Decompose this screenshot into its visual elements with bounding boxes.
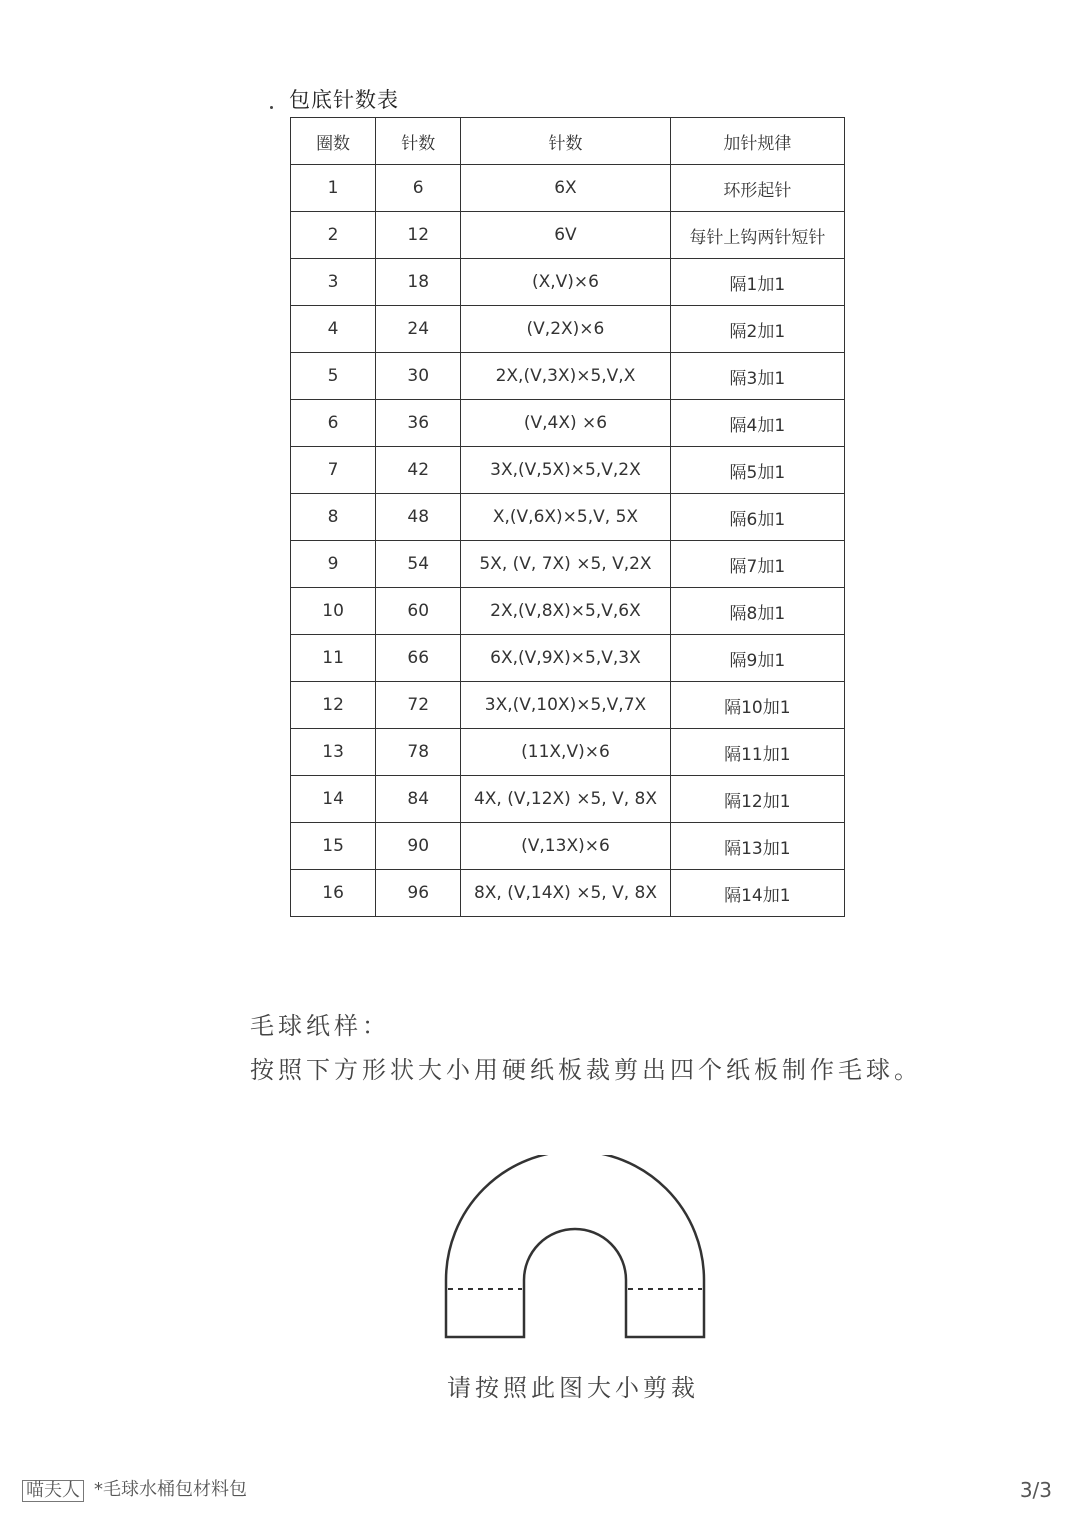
cell-stitch-count: 72 [376,682,461,729]
stitch-count-table [290,117,845,917]
table-row [291,682,845,729]
pompom-title: 毛球纸样： [250,1012,390,1040]
cell-stitch-pattern: 6V [461,212,670,259]
cell-stitch-count: 96 [376,870,461,917]
cell-stitch-pattern: X,(V,6X)×5,V, 5X [461,494,670,541]
footer-document-name: *毛球水桶包材料包 [94,1479,247,1500]
table-row [291,494,845,541]
cell-stitch-pattern: (V,13X)×6 [461,823,670,870]
cell-round: 4 [291,306,376,353]
cell-stitch-pattern: (11X,V)×6 [461,729,670,776]
cell-stitch-pattern: (V,4X) ×6 [461,400,670,447]
cell-stitch-count: 12 [376,212,461,259]
cell-increase-rule: 隔3加1 [670,353,844,400]
cell-increase-rule: 隔11加1 [670,729,844,776]
cell-stitch-pattern: 2X,(V,3X)×5,V,X [461,353,670,400]
table-header-row [291,118,845,165]
cell-round: 6 [291,400,376,447]
cell-stitch-count: 60 [376,588,461,635]
cell-round: 13 [291,729,376,776]
cell-stitch-pattern: 2X,(V,8X)×5,V,6X [461,588,670,635]
cell-stitch-count: 6 [376,165,461,212]
template-outline [446,1155,704,1337]
table-row [291,870,845,917]
cell-round: 11 [291,635,376,682]
pompom-template-diagram [440,1155,710,1345]
cell-round: 15 [291,823,376,870]
cell-round: 16 [291,870,376,917]
cell-stitch-pattern: 6X,(V,9X)×5,V,3X [461,635,670,682]
cell-round: 9 [291,541,376,588]
cell-stitch-count: 54 [376,541,461,588]
table-row [291,353,845,400]
bullet-dot [270,106,273,109]
cell-stitch-count: 78 [376,729,461,776]
cell-stitch-pattern: 5X, (V, 7X) ×5, V,2X [461,541,670,588]
cell-stitch-pattern: (X,V)×6 [461,259,670,306]
cell-increase-rule: 隔12加1 [670,776,844,823]
cell-increase-rule: 隔5加1 [670,447,844,494]
cell-stitch-count: 30 [376,353,461,400]
cell-increase-rule: 隔8加1 [670,588,844,635]
header-stitch-count: 针数 [376,118,461,165]
cell-increase-rule: 隔9加1 [670,635,844,682]
cell-round: 1 [291,165,376,212]
table-row [291,588,845,635]
cell-increase-rule: 隔14加1 [670,870,844,917]
table-title: 包底针数表 [289,88,399,112]
cell-increase-rule: 隔7加1 [670,541,844,588]
cell-stitch-pattern: 3X,(V,10X)×5,V,7X [461,682,670,729]
table-row [291,400,845,447]
cell-round: 8 [291,494,376,541]
cell-stitch-count: 36 [376,400,461,447]
cell-increase-rule: 隔2加1 [670,306,844,353]
cell-stitch-count: 42 [376,447,461,494]
header-round: 圈数 [291,118,376,165]
table-row [291,635,845,682]
footer-brand: 喵夫人 [22,1480,84,1502]
cell-round: 10 [291,588,376,635]
table-row [291,729,845,776]
cell-round: 14 [291,776,376,823]
cell-round: 7 [291,447,376,494]
cell-stitch-count: 18 [376,259,461,306]
cell-stitch-pattern: (V,2X)×6 [461,306,670,353]
table-row [291,212,845,259]
cell-increase-rule: 环形起针 [670,165,844,212]
table-row [291,259,845,306]
cell-round: 3 [291,259,376,306]
table-body [291,165,845,917]
cell-stitch-count: 66 [376,635,461,682]
cell-increase-rule: 隔13加1 [670,823,844,870]
table-row [291,541,845,588]
cell-increase-rule: 隔6加1 [670,494,844,541]
cell-stitch-count: 48 [376,494,461,541]
cell-increase-rule: 隔4加1 [670,400,844,447]
cell-stitch-count: 24 [376,306,461,353]
cell-stitch-count: 90 [376,823,461,870]
table-row [291,776,845,823]
cell-round: 5 [291,353,376,400]
cell-increase-rule: 隔10加1 [670,682,844,729]
cell-stitch-pattern: 4X, (V,12X) ×5, V, 8X [461,776,670,823]
table-row [291,823,845,870]
cell-stitch-pattern: 3X,(V,5X)×5,V,2X [461,447,670,494]
header-increase-rule: 加针规律 [670,118,844,165]
pompom-description: 按照下方形状大小用硬纸板裁剪出四个纸板制作毛球。 [250,1056,922,1084]
template-caption: 请按照此图大小剪裁 [447,1374,699,1402]
cell-increase-rule: 隔1加1 [670,259,844,306]
cell-increase-rule: 每针上钩两针短针 [670,212,844,259]
table-row [291,165,845,212]
cell-round: 2 [291,212,376,259]
page-number: 3/3 [1019,1478,1052,1502]
table-row [291,447,845,494]
table-row [291,306,845,353]
header-stitch-pattern: 针数 [461,118,670,165]
cell-stitch-pattern: 6X [461,165,670,212]
cell-stitch-pattern: 8X, (V,14X) ×5, V, 8X [461,870,670,917]
cell-round: 12 [291,682,376,729]
cell-stitch-count: 84 [376,776,461,823]
